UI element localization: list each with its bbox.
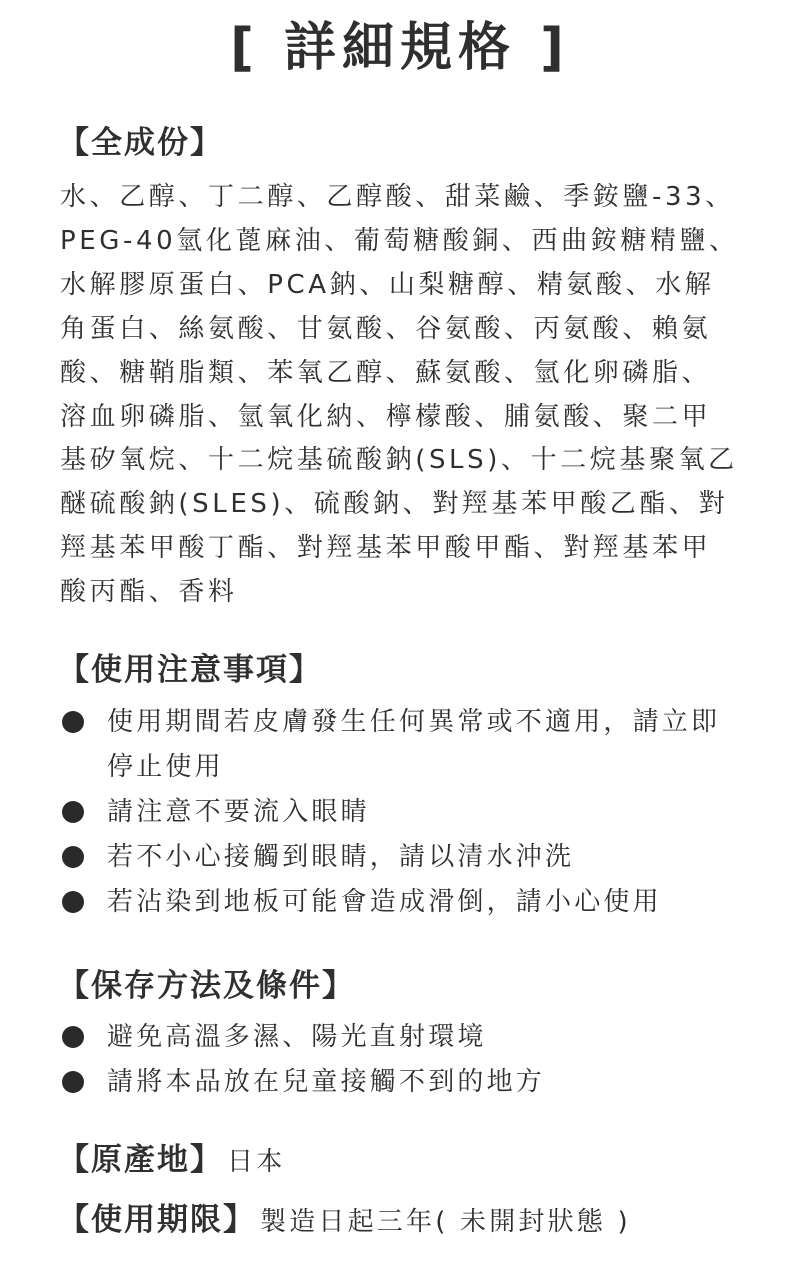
storage-heading: 【保存方法及條件】 xyxy=(58,968,355,1004)
storage-text: 避免高溫多濕、陽光直射環境 xyxy=(107,1022,487,1052)
bullet-dot-icon xyxy=(62,846,84,868)
ingredients-line: PEG-40氫化蓖麻油、葡萄糖酸銅、西曲銨糖精鹽、 xyxy=(60,225,739,256)
ingredients-line: 溶血卵磷脂、氫氧化納、檸檬酸、脯氨酸、聚二甲 xyxy=(60,401,712,432)
bullet-dot-icon xyxy=(62,891,84,913)
bullet-dot-icon xyxy=(62,1026,84,1048)
precaution-text: 若不小心接觸到眼睛，請以清水沖洗 xyxy=(107,842,575,872)
ingredients-line: 羥基苯甲酸丁酯、對羥基苯甲酸甲酯、對羥基苯甲 xyxy=(60,533,712,564)
origin-line xyxy=(58,1140,285,1185)
ingredients-line: 酸、糖鞘脂類、苯氧乙醇、蘇氨酸、氫化卵磷脂、 xyxy=(60,357,712,388)
shelf-life-line xyxy=(58,1200,631,1245)
ingredients-line: 水、乙醇、丁二醇、乙醇酸、甜菜鹼、季銨鹽-33、 xyxy=(60,182,735,212)
bullet-dot-icon xyxy=(62,1071,84,1093)
ingredients-text xyxy=(60,176,760,615)
bullet-dot-icon xyxy=(62,711,84,733)
ingredients-line: 水解膠原蛋白、PCA鈉、山梨糖醇、精氨酸、水解 xyxy=(60,269,715,300)
storage-list xyxy=(60,1015,760,1105)
precaution-text: 停止使用 xyxy=(107,752,224,782)
shelf-life-label: 【使用期限】 xyxy=(58,1202,256,1238)
bullet-dot-icon xyxy=(62,801,84,823)
page-title: [ 詳細規格 ] xyxy=(230,18,570,78)
origin-value: 日本 xyxy=(227,1147,286,1177)
precaution-text: 若沾染到地板可能會造成滑倒，請小心使用 xyxy=(107,887,662,917)
shelf-life-value: 製造日起三年( 未開封狀態 ) xyxy=(260,1207,631,1237)
precautions-heading: 【使用注意事項】 xyxy=(58,652,322,688)
precaution-item xyxy=(60,790,760,835)
precaution-item xyxy=(60,700,760,790)
precaution-text: 請注意不要流入眼睛 xyxy=(107,797,370,827)
storage-item xyxy=(60,1060,760,1105)
ingredients-line: 基矽氧烷、十二烷基硫酸鈉(SLS)、十二烷基聚氧乙 xyxy=(60,445,738,476)
ingredients-line: 酸丙酯、香料 xyxy=(60,577,238,608)
precautions-list xyxy=(60,700,760,925)
ingredients-line: 醚硫酸鈉(SLES)、硫酸鈉、對羥基苯甲酸乙酯、對 xyxy=(60,489,729,520)
precaution-item xyxy=(60,880,760,925)
storage-item xyxy=(60,1015,760,1060)
ingredients-line: 角蛋白、絲氨酸、甘氨酸、谷氨酸、丙氨酸、賴氨 xyxy=(60,313,712,344)
precaution-item xyxy=(60,835,760,880)
storage-text: 請將本品放在兒童接觸不到的地方 xyxy=(107,1067,546,1097)
origin-label: 【原產地】 xyxy=(58,1142,223,1178)
precaution-text: 使用期間若皮膚發生任何異常或不適用，請立即 xyxy=(107,707,721,737)
ingredients-heading: 【全成份】 xyxy=(58,125,223,161)
